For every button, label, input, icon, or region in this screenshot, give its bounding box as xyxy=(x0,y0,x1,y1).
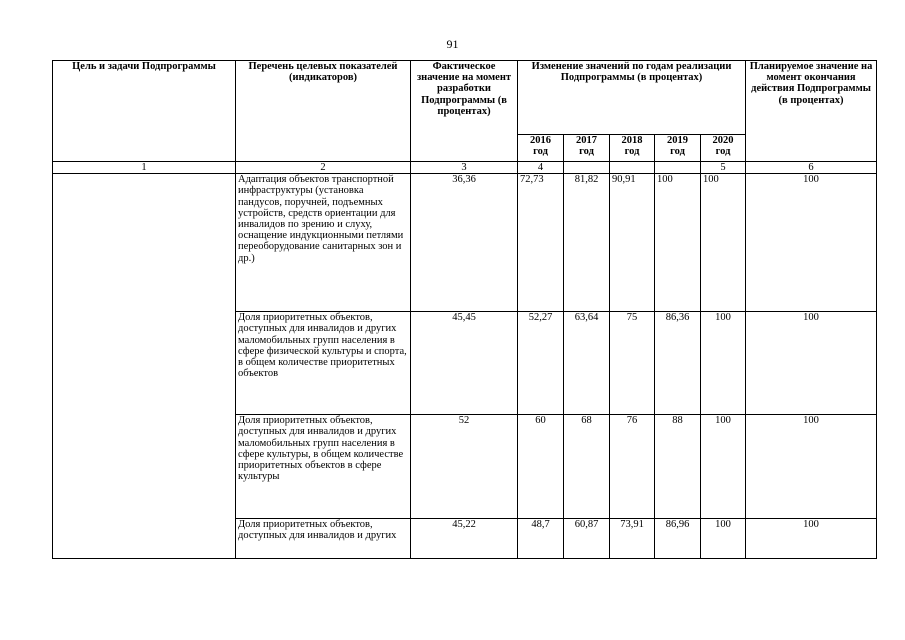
year-value-2018: 73,91 xyxy=(610,519,655,559)
year-value-2020: 100 xyxy=(701,312,746,415)
indicator-cell: Доля приоритетных объектов, доступных для инвалидов и других маломобильных групп населения в сфере физической культуры и спорта, в общем количестве приоритетных объектов xyxy=(236,312,411,415)
page-number: 91 xyxy=(446,37,459,51)
header-indicators: Перечень целевых показателей (индикаторов) xyxy=(236,61,411,162)
column-index-empty xyxy=(655,162,701,174)
year-value-2018: 76 xyxy=(610,415,655,519)
year-value-2017: 68 xyxy=(564,415,610,519)
planned-value: 100 xyxy=(746,415,877,519)
planned-value: 100 xyxy=(746,519,877,559)
header-actual: Фактическое значение на момент разработки Подпрограммы (в процентах) xyxy=(411,61,518,162)
actual-value: 36,36 xyxy=(411,174,518,312)
indicators-table xyxy=(52,60,877,559)
year-value-2017: 60,87 xyxy=(564,519,610,559)
year-value-2018: 75 xyxy=(610,312,655,415)
indicator-cell: Доля приоритетных объектов, доступных для инвалидов и других xyxy=(236,519,411,559)
table-row xyxy=(53,174,877,312)
header-goal: Цель и задачи Подпрограммы xyxy=(53,61,236,162)
header-year-2016: 2016 год xyxy=(518,135,564,162)
header-row-main xyxy=(53,61,877,135)
actual-value: 45,45 xyxy=(411,312,518,415)
year-value-2019: 86,36 xyxy=(655,312,701,415)
header-planned: Планируемое значение на момент окончания действия Подпрограммы (в процентах) xyxy=(746,61,877,162)
indicator-cell: Адаптация объектов транспортной инфраструктуры (установка пандусов, поручней, подъемных устройств, средств ориентации для инвалидов по зрению и слуху, оснащение индукционными петлями переоборудование санитарных зон и др.) xyxy=(236,174,411,312)
header-year-2019: 2019 год xyxy=(655,135,701,162)
column-index: 1 xyxy=(53,162,236,174)
year-value-2016: 48,7 xyxy=(518,519,564,559)
column-index-empty xyxy=(564,162,610,174)
indicator-cell: Доля приоритетных объектов, доступных для инвалидов и других маломобильных групп населения в сфере культуры, в общем количестве приоритетных объектов в сфере культуры xyxy=(236,415,411,519)
column-index: 6 xyxy=(746,162,877,174)
column-index: 3 xyxy=(411,162,518,174)
year-value-2016: 60 xyxy=(518,415,564,519)
column-index: 5 xyxy=(701,162,746,174)
year-value-2020: 100 xyxy=(701,174,746,312)
actual-value: 52 xyxy=(411,415,518,519)
year-value-2019: 88 xyxy=(655,415,701,519)
year-value-2020: 100 xyxy=(701,415,746,519)
year-value-2016: 52,27 xyxy=(518,312,564,415)
year-value-2019: 86,96 xyxy=(655,519,701,559)
planned-value: 100 xyxy=(746,174,877,312)
year-value-2017: 63,64 xyxy=(564,312,610,415)
column-index-row xyxy=(53,162,877,174)
header-year-2017: 2017 год xyxy=(564,135,610,162)
column-index: 2 xyxy=(236,162,411,174)
goal-cell xyxy=(53,174,236,559)
year-value-2019: 100 xyxy=(655,174,701,312)
column-index-empty xyxy=(610,162,655,174)
header-year-2018: 2018 год xyxy=(610,135,655,162)
year-value-2020: 100 xyxy=(701,519,746,559)
year-value-2017: 81,82 xyxy=(564,174,610,312)
actual-value: 45,22 xyxy=(411,519,518,559)
header-change: Изменение значений по годам реализации Подпрограммы (в процентах) xyxy=(518,61,746,135)
column-index: 4 xyxy=(518,162,564,174)
year-value-2018: 90,91 xyxy=(610,174,655,312)
year-value-2016: 72,73 xyxy=(518,174,564,312)
header-year-2020: 2020 год xyxy=(701,135,746,162)
planned-value: 100 xyxy=(746,312,877,415)
